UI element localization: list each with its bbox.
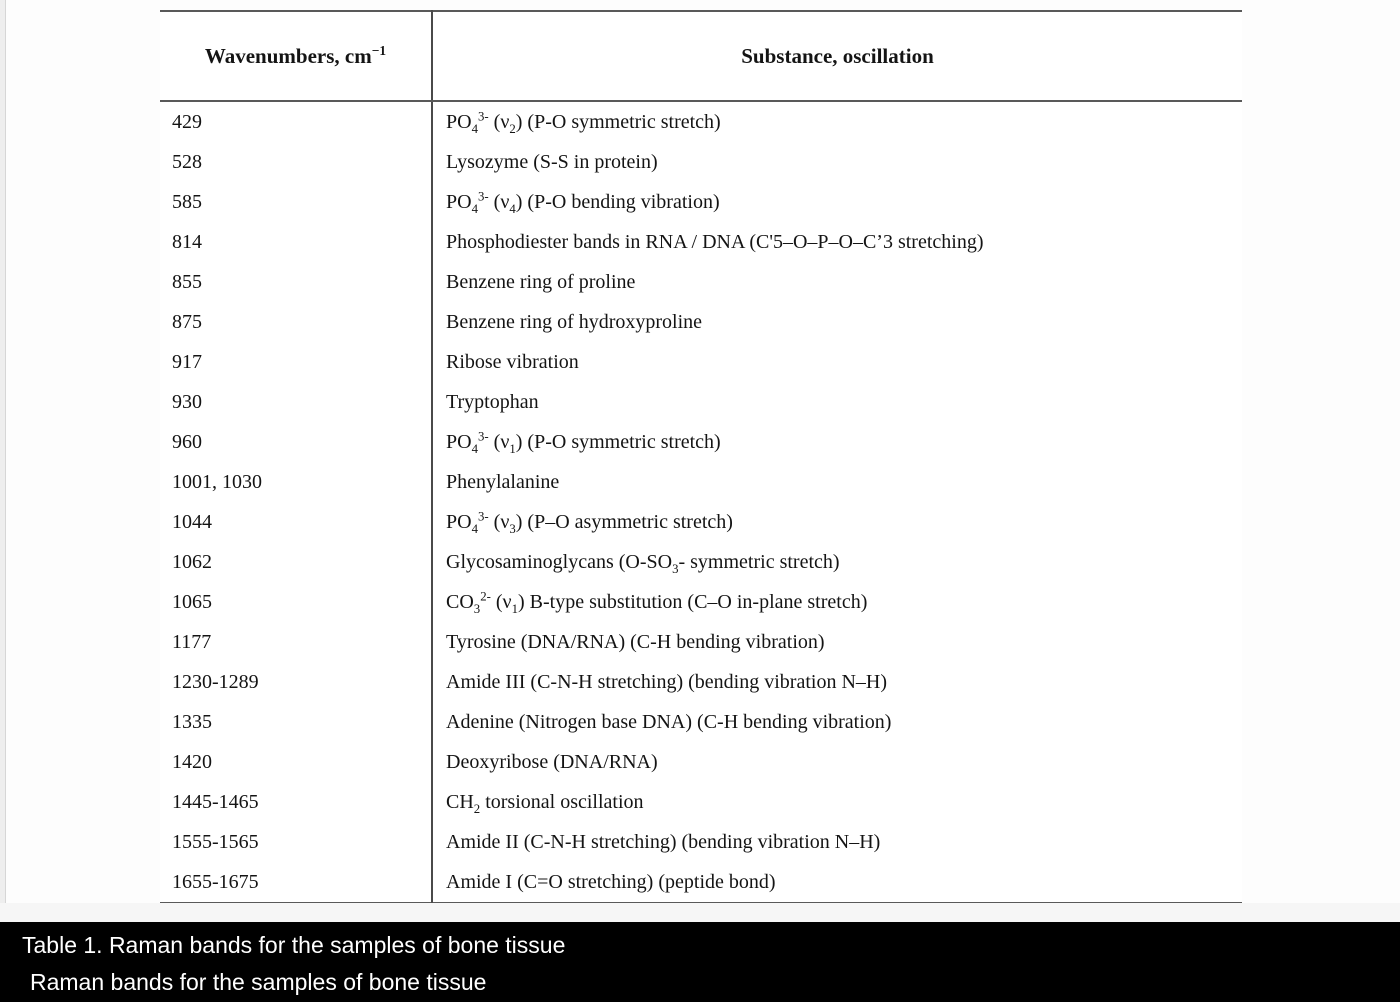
- left-window-edge: [0, 0, 6, 922]
- table-caption-alt: Raman bands for the samples of bone tissue: [30, 969, 487, 995]
- table-row: [160, 502, 1242, 542]
- wavenumber-cell: 1177: [160, 622, 432, 662]
- table-row: [160, 262, 1242, 302]
- substance-cell: $PO_4^{3-}$ $(\nu_4)$ (P-O bending vibration): [446, 188, 720, 216]
- substance-cell: Glycosaminoglycans ($O-SO_3-$ symmetric stretch): [446, 550, 840, 576]
- wavenumber-cell: 1065: [160, 582, 432, 622]
- wavenumber-cell: 1445-1465: [160, 782, 432, 822]
- table-caption: Table 1. Raman bands for the samples of bone tissue: [22, 932, 566, 958]
- substance-cell: Tyrosine (DNA/RNA) (C-H bending vibration): [446, 630, 825, 653]
- table-row: [160, 782, 1242, 822]
- substance-cell: $PO_4^{3-}$ $(\nu_3)$ (P–O asymmetric stretch): [446, 508, 733, 536]
- wavenumber-cell: 917: [160, 342, 432, 382]
- raman-table-region: [160, 10, 1242, 904]
- wavenumber-cell: 528: [160, 142, 432, 182]
- substance-cell: $PO_4^{3-}$ $(\nu_1)$ (P-O symmetric stretch): [446, 428, 721, 456]
- wavenumber-cell: 1335: [160, 702, 432, 742]
- wavenumber-cell: 1420: [160, 742, 432, 782]
- wavenumber-cell: 960: [160, 422, 432, 462]
- substance-cell: Lysozyme (S-S in protein): [446, 150, 658, 173]
- table-row: [160, 182, 1242, 222]
- column-header-wavenumbers: Wavenumbers, $cm^{-1}$: [160, 11, 432, 101]
- table-row: [160, 302, 1242, 342]
- substance-cell: Amide III (C-N-H stretching) (bending vibration N–H): [446, 670, 887, 693]
- table-row: [160, 582, 1242, 622]
- table-row: [160, 822, 1242, 862]
- table-row: [160, 742, 1242, 782]
- substance-cell: Tryptophan: [446, 390, 539, 413]
- table-body: [160, 101, 1242, 903]
- substance-cell: Phenylalanine: [446, 470, 560, 493]
- substance-cell: Benzene ring of proline: [446, 270, 636, 293]
- wavenumber-cell: 429: [160, 101, 432, 142]
- wavenumber-cell: 930: [160, 382, 432, 422]
- table-row: [160, 142, 1242, 182]
- table-row: [160, 702, 1242, 742]
- wavenumber-cell: 1230-1289: [160, 662, 432, 702]
- raman-bands-table: [160, 10, 1242, 904]
- wavenumber-cell: 1555-1565: [160, 822, 432, 862]
- substance-cell: Adenine (Nitrogen base DNA) (C-H bending vibration): [446, 710, 892, 733]
- table-row: [160, 101, 1242, 142]
- wavenumber-cell: 1062: [160, 542, 432, 582]
- wavenumber-cell: 1044: [160, 502, 432, 542]
- table-row: [160, 342, 1242, 382]
- substance-cell: $CO_3^{2-}$ $(\nu_1)$ B-type substitution (C–O in-plane stretch): [446, 588, 868, 616]
- substance-cell: Amide I (C=O stretching) (peptide bond): [446, 870, 776, 893]
- table-row: [160, 382, 1242, 422]
- substance-cell: $CH_2$ torsional oscillation: [446, 790, 644, 816]
- substance-cell: Amide II (C-N-H stretching) (bending vibration N–H): [446, 830, 881, 853]
- table-row: [160, 662, 1242, 702]
- table-row: [160, 622, 1242, 662]
- wavenumber-cell: 585: [160, 182, 432, 222]
- table-row: [160, 862, 1242, 903]
- gap-strip: [0, 903, 1400, 922]
- substance-cell: $PO_4^{3-}$ $(\nu_2)$ (P-O symmetric stretch): [446, 108, 721, 136]
- wavenumber-cell: 875: [160, 302, 432, 342]
- wavenumber-cell: 855: [160, 262, 432, 302]
- caption-bar: [0, 922, 1400, 1002]
- wavenumber-cell: 1655-1675: [160, 862, 432, 903]
- table-row: [160, 422, 1242, 462]
- table-row: [160, 542, 1242, 582]
- substance-cell: Benzene ring of hydroxyproline: [446, 310, 703, 333]
- table-row: [160, 222, 1242, 262]
- table-row: [160, 462, 1242, 502]
- table-header-row: [160, 11, 1242, 101]
- substance-cell: Ribose vibration: [446, 350, 579, 373]
- wavenumber-cell: 814: [160, 222, 432, 262]
- substance-cell: Phosphodiester bands in RNA / DNA (C'5–O–P–O–C’3 stretching): [446, 230, 984, 253]
- column-header-substance: Substance, oscillation: [432, 11, 1242, 101]
- wavenumber-cell: 1001, 1030: [160, 462, 432, 502]
- substance-cell: Deoxyribose (DNA/RNA): [446, 750, 658, 773]
